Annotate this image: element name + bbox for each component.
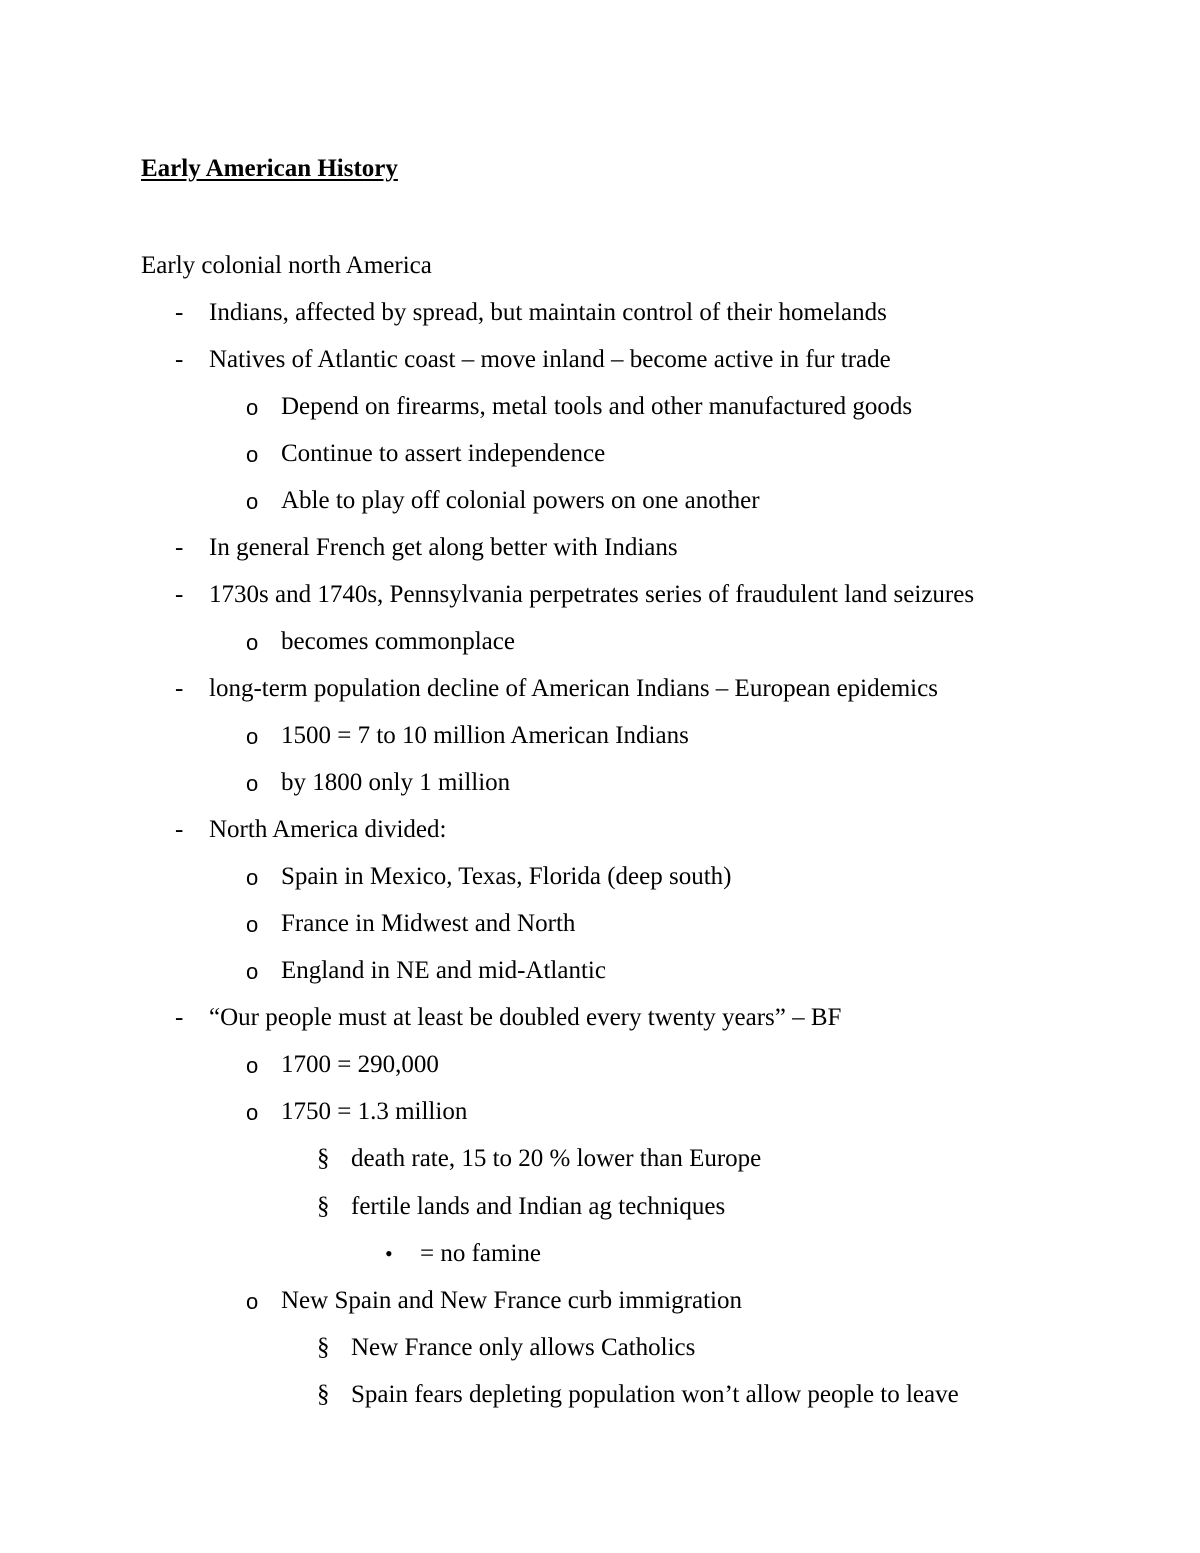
list-item-text: 1750 = 1.3 million	[281, 1098, 468, 1125]
list-item-text: Continue to assert independence	[281, 440, 606, 467]
list-item-text: England in NE and mid-Atlantic	[281, 957, 606, 984]
list-item-text: France in Midwest and North	[281, 910, 576, 937]
section-sign-bullet-icon: §	[317, 1145, 330, 1172]
dash-bullet-icon: -	[175, 534, 184, 561]
circle-bullet-icon: o	[246, 959, 259, 984]
list-item-text: Able to play off colonial powers on one another	[281, 487, 760, 514]
dash-bullet-icon: -	[175, 1004, 184, 1031]
list-item-text: 1700 = 290,000	[281, 1051, 439, 1078]
list-item-text: Depend on firearms, metal tools and other manufactured goods	[281, 393, 913, 420]
list-item-text: “Our people must at least be doubled every twenty years” – BF	[209, 1004, 842, 1031]
list-item-text: Natives of Atlantic coast – move inland – become active in fur trade	[209, 346, 891, 373]
list-item-text: fertile lands and Indian ag techniques	[351, 1193, 726, 1220]
section-sign-bullet-icon: §	[317, 1334, 330, 1361]
list-item-text: = no famine	[420, 1240, 542, 1267]
section-sign-bullet-icon: §	[317, 1193, 330, 1220]
list-item-text: North America divided:	[209, 816, 447, 843]
list-item-text: becomes commonplace	[281, 628, 515, 655]
list-item-text: Indians, affected by spread, but maintain control of their homelands	[209, 299, 887, 326]
list-item-text: by 1800 only 1 million	[281, 769, 511, 796]
dot-bullet-icon: •	[385, 1241, 393, 1266]
section-heading-text: Early colonial north America	[141, 252, 432, 279]
document-title: Early American History	[141, 155, 398, 182]
list-item-text: Spain in Mexico, Texas, Florida (deep south)	[281, 863, 732, 890]
list-item-text: In general French get along better with Indians	[209, 534, 678, 561]
dash-bullet-icon: -	[175, 581, 184, 608]
section-sign-bullet-icon: §	[317, 1381, 330, 1408]
circle-bullet-icon: o	[246, 1053, 259, 1078]
dash-bullet-icon: -	[175, 675, 184, 702]
list-item-text: long-term population decline of American Indians – European epidemics	[209, 675, 938, 702]
circle-bullet-icon: o	[246, 865, 259, 890]
circle-bullet-icon: o	[246, 1100, 259, 1125]
circle-bullet-icon: o	[246, 489, 259, 514]
list-item-text: 1730s and 1740s, Pennsylvania perpetrates series of fraudulent land seizures	[209, 581, 975, 608]
list-item-text: Spain fears depleting population won’t allow people to leave	[351, 1381, 959, 1408]
circle-bullet-icon: o	[246, 442, 259, 467]
dash-bullet-icon: -	[175, 816, 184, 843]
circle-bullet-icon: o	[246, 771, 259, 796]
circle-bullet-icon: o	[246, 724, 259, 749]
circle-bullet-icon: o	[246, 630, 259, 655]
circle-bullet-icon: o	[246, 395, 259, 420]
list-item-text: death rate, 15 to 20 % lower than Europe	[351, 1145, 762, 1172]
list-item-text: New France only allows Catholics	[351, 1334, 696, 1361]
circle-bullet-icon: o	[246, 912, 259, 937]
dash-bullet-icon: -	[175, 299, 184, 326]
list-item-text: New Spain and New France curb immigration	[281, 1287, 742, 1314]
list-item-text: 1500 = 7 to 10 million American Indians	[281, 722, 689, 749]
circle-bullet-icon: o	[246, 1289, 259, 1314]
dash-bullet-icon: -	[175, 346, 184, 373]
